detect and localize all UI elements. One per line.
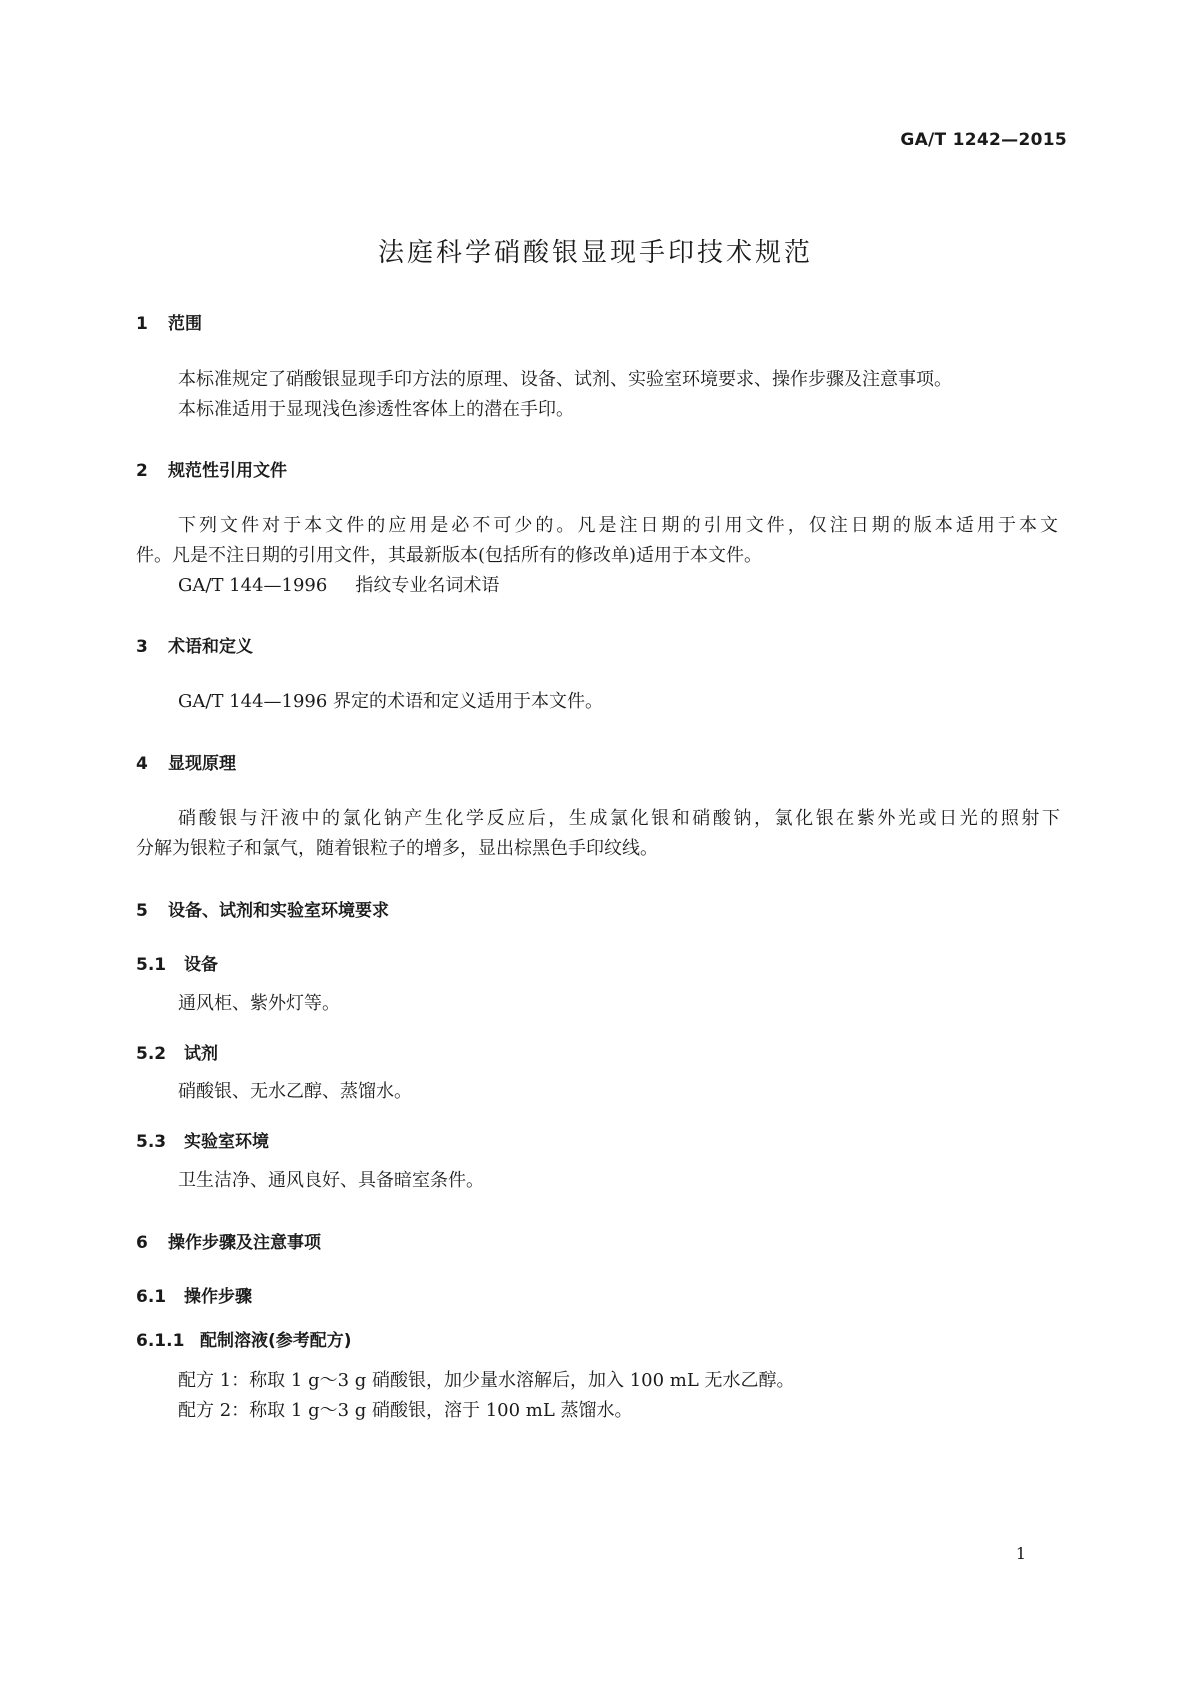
subsection-5-1-heading: [136, 950, 218, 975]
section-3-paragraph: GA/T 144—1996 界定的术语和定义适用于本文件。: [178, 691, 604, 712]
subsection-6-1-heading: [136, 1282, 252, 1307]
subsection-title: 实验室环境: [184, 1132, 269, 1152]
section-title: 设备、试剂和实验室环境要求: [168, 901, 389, 921]
section-number: 4: [136, 754, 148, 774]
subsection-title: 操作步骤: [184, 1287, 252, 1307]
section-title: 范围: [168, 314, 202, 334]
section-2-paragraph-line-2: 件。凡是不注日期的引用文件，其最新版本(包括所有的修改单)适用于本文件。: [136, 545, 763, 566]
reference-title: 指纹专业名词术语: [355, 575, 500, 596]
section-number: 6: [136, 1233, 148, 1253]
section-4-paragraph-line-2: 分解为银粒子和氯气，随着银粒子的增多，显出棕黑色手印纹线。: [136, 838, 658, 859]
subsection-5-2-heading: [136, 1039, 218, 1064]
section-2-heading: [136, 456, 287, 481]
section-6-heading: [136, 1228, 321, 1253]
section-2-paragraph-line-1: 下列文件对于本文件的应用是必不可少的。凡是注日期的引用文件，仅注日期的版本适用于本文: [178, 515, 1058, 536]
section-4-paragraph-line-1: 硝酸银与汗液中的氯化钠产生化学反应后，生成氯化银和硝酸钠，氯化银在紫外光或日光的照射下: [178, 808, 1060, 829]
document-title: 法庭科学硝酸银显现手印技术规范: [377, 238, 813, 268]
section-5-heading: [136, 896, 389, 921]
subsection-number: 5.1: [136, 955, 167, 975]
subsection-number: 6.1: [136, 1287, 167, 1307]
subsection-5-2-paragraph: 硝酸银、无水乙醇、蒸馏水。: [178, 1081, 412, 1102]
section-title: 规范性引用文件: [168, 461, 287, 481]
section-3-heading: [136, 632, 253, 657]
formula-2: 配方 2：称取 1 g～3 g 硝酸银，溶于 100 mL 蒸馏水。: [178, 1400, 633, 1421]
subsection-5-1-paragraph: 通风柜、紫外灯等。: [178, 993, 340, 1014]
section-number: 1: [136, 314, 148, 334]
normative-reference: [178, 570, 499, 602]
subsection-title: 试剂: [184, 1044, 218, 1064]
section-number: 3: [136, 637, 148, 657]
subsection-title: 设备: [184, 955, 218, 975]
formula-1: 配方 1：称取 1 g～3 g 硝酸银，加少量水溶解后，加入 100 mL 无水乙醇。: [178, 1370, 795, 1391]
subsection-5-3-paragraph: 卫生洁净、通风良好、具备暗室条件。: [178, 1170, 484, 1191]
subsection-number: 5.2: [136, 1044, 167, 1064]
section-title: 术语和定义: [168, 637, 253, 657]
subsection-title: 配制溶液(参考配方): [200, 1331, 352, 1351]
subsection-number: 5.3: [136, 1132, 167, 1152]
subsection-6-1-1-heading: [136, 1326, 352, 1351]
subsection-number: 6.1.1: [136, 1331, 185, 1351]
section-4-heading: [136, 749, 236, 774]
section-number: 5: [136, 901, 148, 921]
page-number: 1: [1015, 1544, 1026, 1563]
section-title: 操作步骤及注意事项: [168, 1233, 321, 1253]
section-number: 2: [136, 461, 148, 481]
section-1-paragraph-1: 本标准规定了硝酸银显现手印方法的原理、设备、试剂、实验室环境要求、操作步骤及注意事项。: [178, 369, 952, 390]
section-1-heading: [136, 309, 202, 334]
reference-code: GA/T 144—1996: [178, 575, 328, 596]
standard-code: GA/T 1242—2015: [900, 130, 1067, 150]
section-title: 显现原理: [168, 754, 236, 774]
section-1-paragraph-2: 本标准适用于显现浅色渗透性客体上的潜在手印。: [178, 399, 574, 420]
subsection-5-3-heading: [136, 1127, 269, 1152]
